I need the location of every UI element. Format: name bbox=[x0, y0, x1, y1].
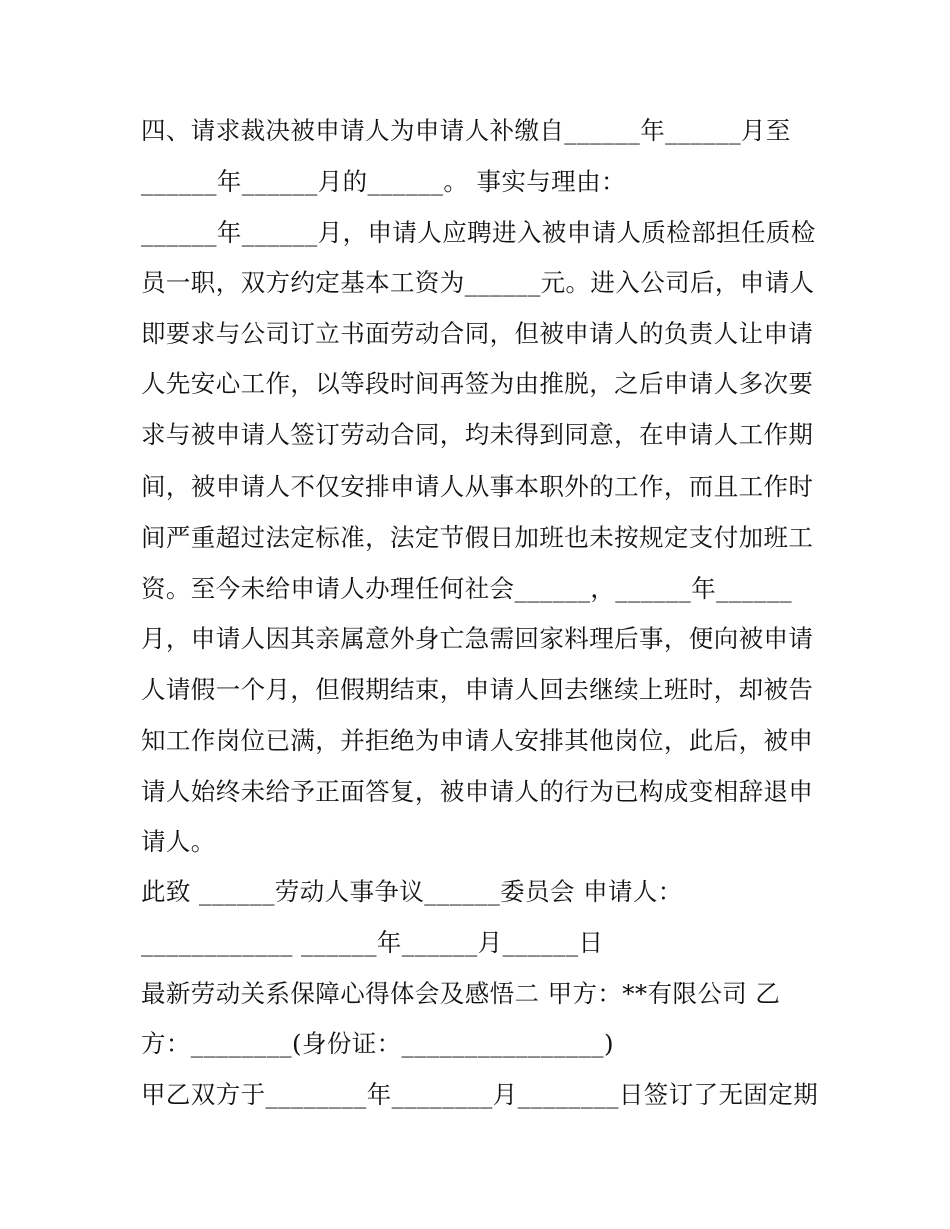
text-line: 人请假一个月，但假期结束，申请人回去继续上班时，却被告 bbox=[141, 675, 814, 704]
text-line: 即要求与公司订立书面劳动合同，但被申请人的负责人让申请 bbox=[141, 319, 814, 348]
text-line: 请人。 bbox=[141, 827, 216, 856]
text-line: 资。至今未给申请人办理任何社会______，______年______ bbox=[141, 574, 792, 603]
text-line: 人先安心工作，以等段时间再签为由推脱，之后申请人多次要 bbox=[141, 369, 814, 398]
text-line: ______年______月，申请人应聘进入被申请人质检部担任质检 bbox=[141, 218, 816, 247]
text-line: 求与被申请人签订劳动合同，均未得到同意，在申请人工作期 bbox=[141, 420, 814, 449]
text-line: 知工作岗位已满，并拒绝为申请人安排其他岗位，此后，被申 bbox=[141, 726, 814, 755]
party-b-line: 方：________(身份证：________________) bbox=[141, 1029, 614, 1058]
text-line: ______年______月的______。 事实与理由： bbox=[141, 167, 626, 196]
section-heading: 最新劳动关系保障心得体会及感悟二 甲方：**有限公司 乙 bbox=[141, 979, 781, 1008]
text-line: 四、请求裁决被申请人为申请人补缴自______年______月至 bbox=[141, 116, 791, 145]
text-line: 员一职，双方约定基本工资为______元。进入公司后，申请人 bbox=[141, 268, 815, 297]
text-line: 间严重超过法定标准，法定节假日加班也未按规定支付加班工 bbox=[141, 523, 814, 552]
text-line: 间，被申请人不仅安排申请人从事本职外的工作，而且工作时 bbox=[141, 472, 814, 501]
closing-line: 此致 ______劳动人事争议______委员会 申请人： bbox=[141, 877, 683, 906]
text-line: 甲乙双方于________年________月________日签订了无固定期 bbox=[141, 1080, 819, 1109]
text-line: 请人始终未给予正面答复，被申请人的行为已构成变相辞退申 bbox=[141, 777, 814, 806]
date-signature-line: ____________ ______年______月______日 bbox=[141, 928, 604, 957]
text-line: 月，申请人因其亲属意外身亡急需回家料理后事，便向被申请 bbox=[141, 624, 814, 653]
